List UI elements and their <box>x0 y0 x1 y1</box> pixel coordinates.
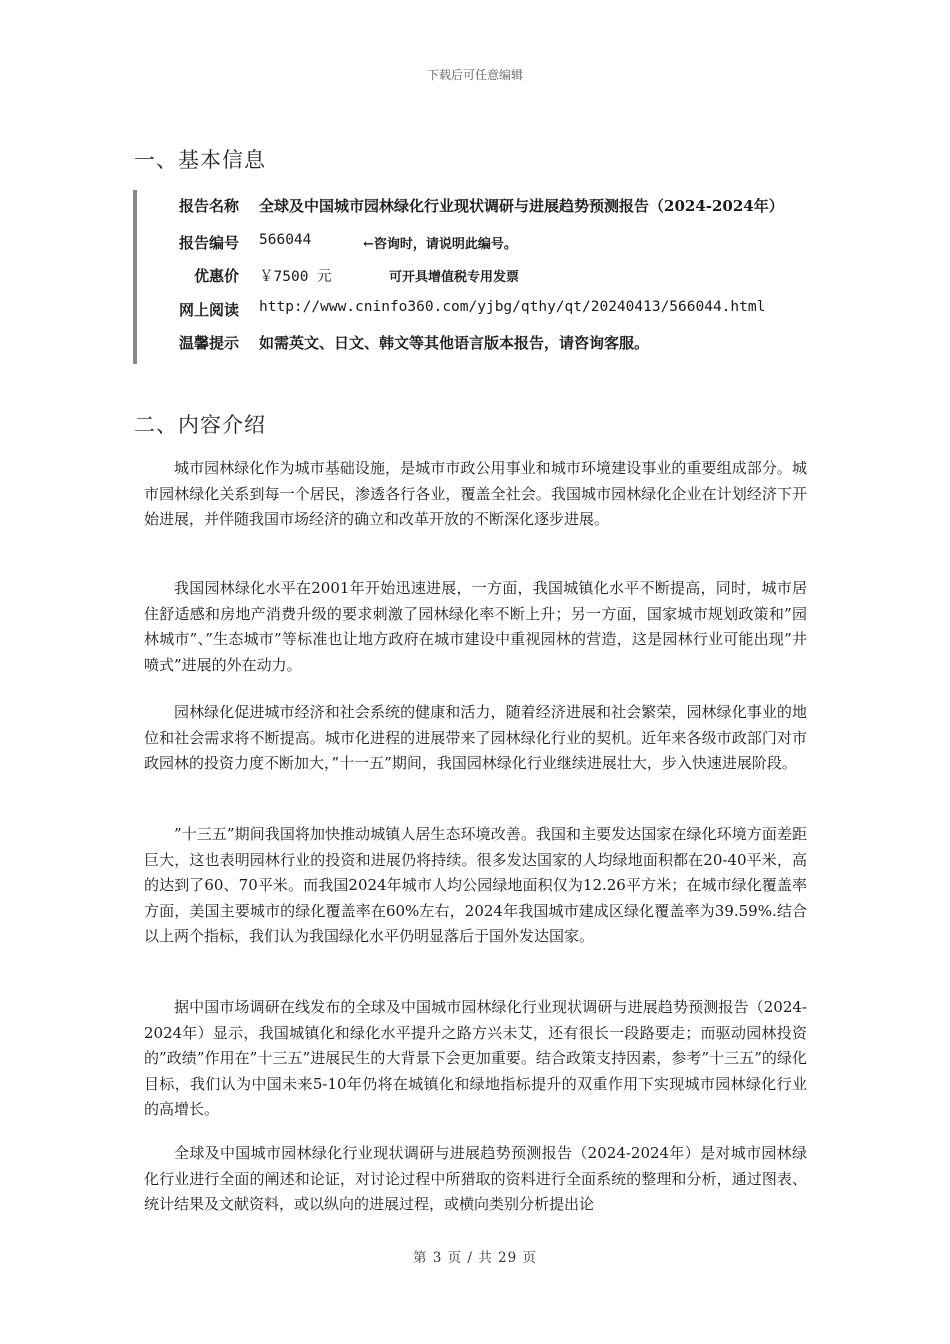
info-row-price <box>137 265 837 289</box>
invoice-note: 可开具增值税专用发票 <box>389 270 520 285</box>
report-code-value: 566044 <box>259 232 312 248</box>
paragraph-3: 园林绿化促进城市经济和社会系统的健康和活力，随着经济进展和社会繁荣，园林绿化事业的地位和社会需求将不断提高。城市化进程的进展带来了园林绿化行业的契机。近年来各级市政部门对市政园林的投资力度不断加大，”十一五”期间，我国园林绿化行业继续进展壮大，步入快速进展阶段。 <box>144 703 807 773</box>
report-code-label: 报告编号 <box>178 234 239 252</box>
info-row-tip <box>137 332 837 356</box>
info-row-report-name <box>137 195 837 219</box>
price-label: 优惠价 <box>193 267 239 285</box>
price-unit: 元 <box>317 269 332 285</box>
header-note: 下载后可任意编辑 <box>426 68 523 82</box>
report-name-label: 报告名称 <box>178 197 239 215</box>
info-row-report-code <box>137 232 837 256</box>
online-read-url[interactable]: http://www.cninfo360.com/yjbg/qthy/qt/20240413/566044.html <box>259 299 766 315</box>
paragraph-1: 城市园林绿化作为城市基础设施，是城市市政公用事业和城市环境建设事业的重要组成部分。城市园林绿化关系到每一个居民，渗透各行各业，覆盖全社会。我国城市园林绿化企业在计划经济下开始进展，并伴随我国市场经济的确立和改革开放的不断深化逐步进展。 <box>144 459 807 529</box>
paragraph-2: 我国园林绿化水平在2001年开始迅速进展，一方面，我国城镇化水平不断提高，同时，城市居住舒适感和房地产消费升级的要求刺激了园林绿化率不断上升；另一方面，国家城市规划政策和”园林城市”、”生态城市”等标准也让地方政府在城市建设中重视园林的营造，这是园林行业可能出现”井喷式”进展的外在动力。 <box>144 579 807 674</box>
paragraph-5: 据中国市场调研在线发布的全球及中国城市园林绿化行业现状调研与进展趋势预测报告（2024-2024年）显示，我国城镇化和绿化水平提升之路方兴未艾，还有很长一段路要走；而驱动园林投资的”政绩”作用在”十三五”进展民生的大背景下会更加重要。结合政策支持因素，参考”十三五”的绿化目标，我们认为中国未来5-10年仍将在城镇化和绿地指标提升的双重作用下实现城市园林绿化行业的高增长。 <box>144 998 807 1119</box>
section-title-basic-info: 一、基本信息 <box>134 148 266 172</box>
tip-label: 温馨提示 <box>178 334 239 352</box>
price-value <box>259 265 332 286</box>
report-code-note: ←咨询时，请说明此编号。 <box>363 237 517 252</box>
page-number-footer: 第 3 页 / 共 29 页 <box>412 1250 538 1266</box>
tip-value: 如需英文、日文、韩文等其他语言版本报告，请咨询客服。 <box>259 334 650 352</box>
paragraph-4: ”十三五”期间我国将加快推动城镇人居生态环境改善。我国和主要发达国家在绿化环境方面差距巨大，这也表明园林行业的投资和进展仍将持续。很多发达国家的人均绿地面积都在20-40平米，高的达到了60、70平米。而我国2024年城市人均公园绿地面积仅为12.26平方米；在城市绿化覆盖率方面，美国主要城市的绿化覆盖率在60%左右，2024年我国城市建成区绿化覆盖率为39.59%.结合以上两个指标，我们认为我国绿化水平仍明显落后于国外发达国家。 <box>144 825 807 946</box>
info-box <box>133 190 837 364</box>
paragraph-6: 全球及中国城市园林绿化行业现状调研与进展趋势预测报告（2024-2024年）是对城市园林绿化行业进行全面的阐述和论证，对讨论过程中所猎取的资料进行全面系统的整理和分析，通过图表、统计结果及文献资料，或以纵向的进展过程，或横向类别分析提出论 <box>144 1144 807 1214</box>
info-row-online-read <box>137 299 837 323</box>
price-amount: ￥7500 <box>259 269 309 285</box>
section-title-content-intro: 二、内容介绍 <box>134 413 266 437</box>
online-read-label: 网上阅读 <box>178 301 239 319</box>
report-name-value: 全球及中国城市园林绿化行业现状调研与进展趋势预测报告（2024-2024年） <box>259 197 784 215</box>
